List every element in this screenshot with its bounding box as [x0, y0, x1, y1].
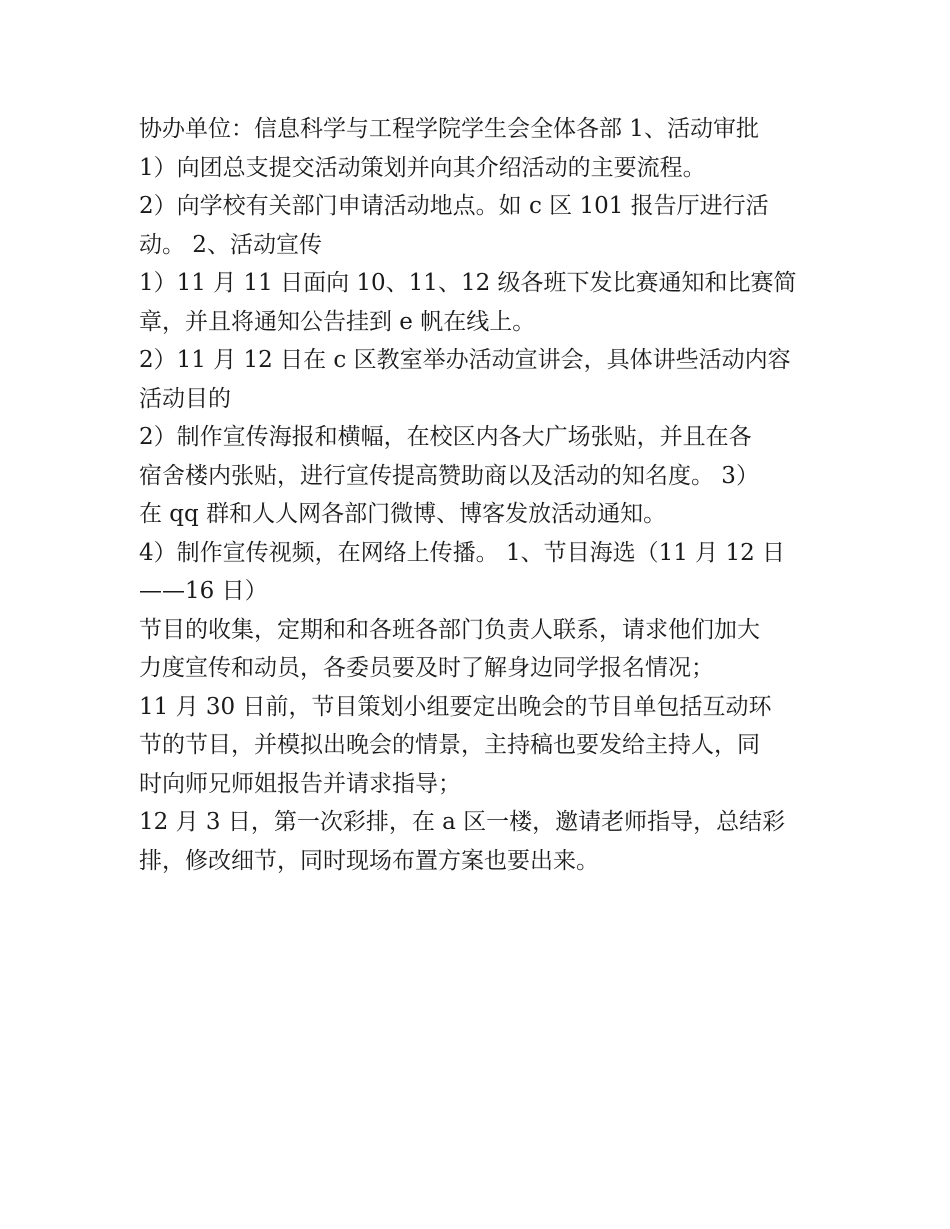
text-line-14: 节目的收集，定期和和各班各部门负责人联系，请求他们加大: [139, 616, 760, 643]
text-line-20: 排，修改细节，同时现场布置方案也要出来。: [139, 847, 599, 874]
document-body: [139, 110, 829, 880]
text-line-5: 1）11 月 11 日面向 10、11、12 级各班下发比赛通知和比赛简: [139, 270, 797, 296]
text-line-16: 11 月 30 日前，节目策划小组要定出晚会的节目单包括互动环: [139, 693, 772, 720]
text-line-7: 2）11 月 12 日在 c 区教室举办活动宣讲会，具体讲些活动内容: [139, 347, 791, 373]
text-line-10: 宿舍楼内张贴，进行宣传提高赞助商以及活动的知名度。 3）: [139, 462, 759, 489]
text-line-4: 动。 2、活动宣传: [139, 231, 322, 258]
text-line-6: 章，并且将通知公告挂到 e 帆在线上。: [139, 308, 536, 335]
text-line-12: 4）制作宣传视频，在网络上传播。 1、节目海选（11 月 12 日: [139, 539, 786, 566]
text-line-8: 活动目的: [139, 385, 231, 412]
text-line-15: 力度宣传和动员，各委员要及时了解身边同学报名情况；: [139, 655, 714, 681]
text-line-19: 12 月 3 日，第一次彩排，在 a 区一楼，邀请老师指导，总结彩: [139, 809, 786, 835]
text-line-3: 2）向学校有关部门申请活动地点。如 c 区 101 报告厅进行活: [139, 193, 769, 219]
text-line-13: ——16 日）: [139, 578, 268, 604]
text-line-9: 2）制作宣传海报和横幅，在校区内各大广场张贴，并且在各: [139, 424, 752, 450]
text-line-1: 协办单位：信息科学与工程学院学生会全体各部 1、活动审批: [139, 116, 759, 142]
text-line-2: 1）向团总支提交活动策划并向其介绍活动的主要流程。: [139, 154, 706, 181]
text-line-11: 在 qq 群和人人网各部门微博、博客发放活动通知。: [139, 501, 667, 527]
text-line-17: 节的节目，并模拟出晚会的情景，主持稿也要发给主持人，同: [139, 732, 760, 758]
text-line-18: 时向师兄师姐报告并请求指导；: [139, 770, 461, 797]
